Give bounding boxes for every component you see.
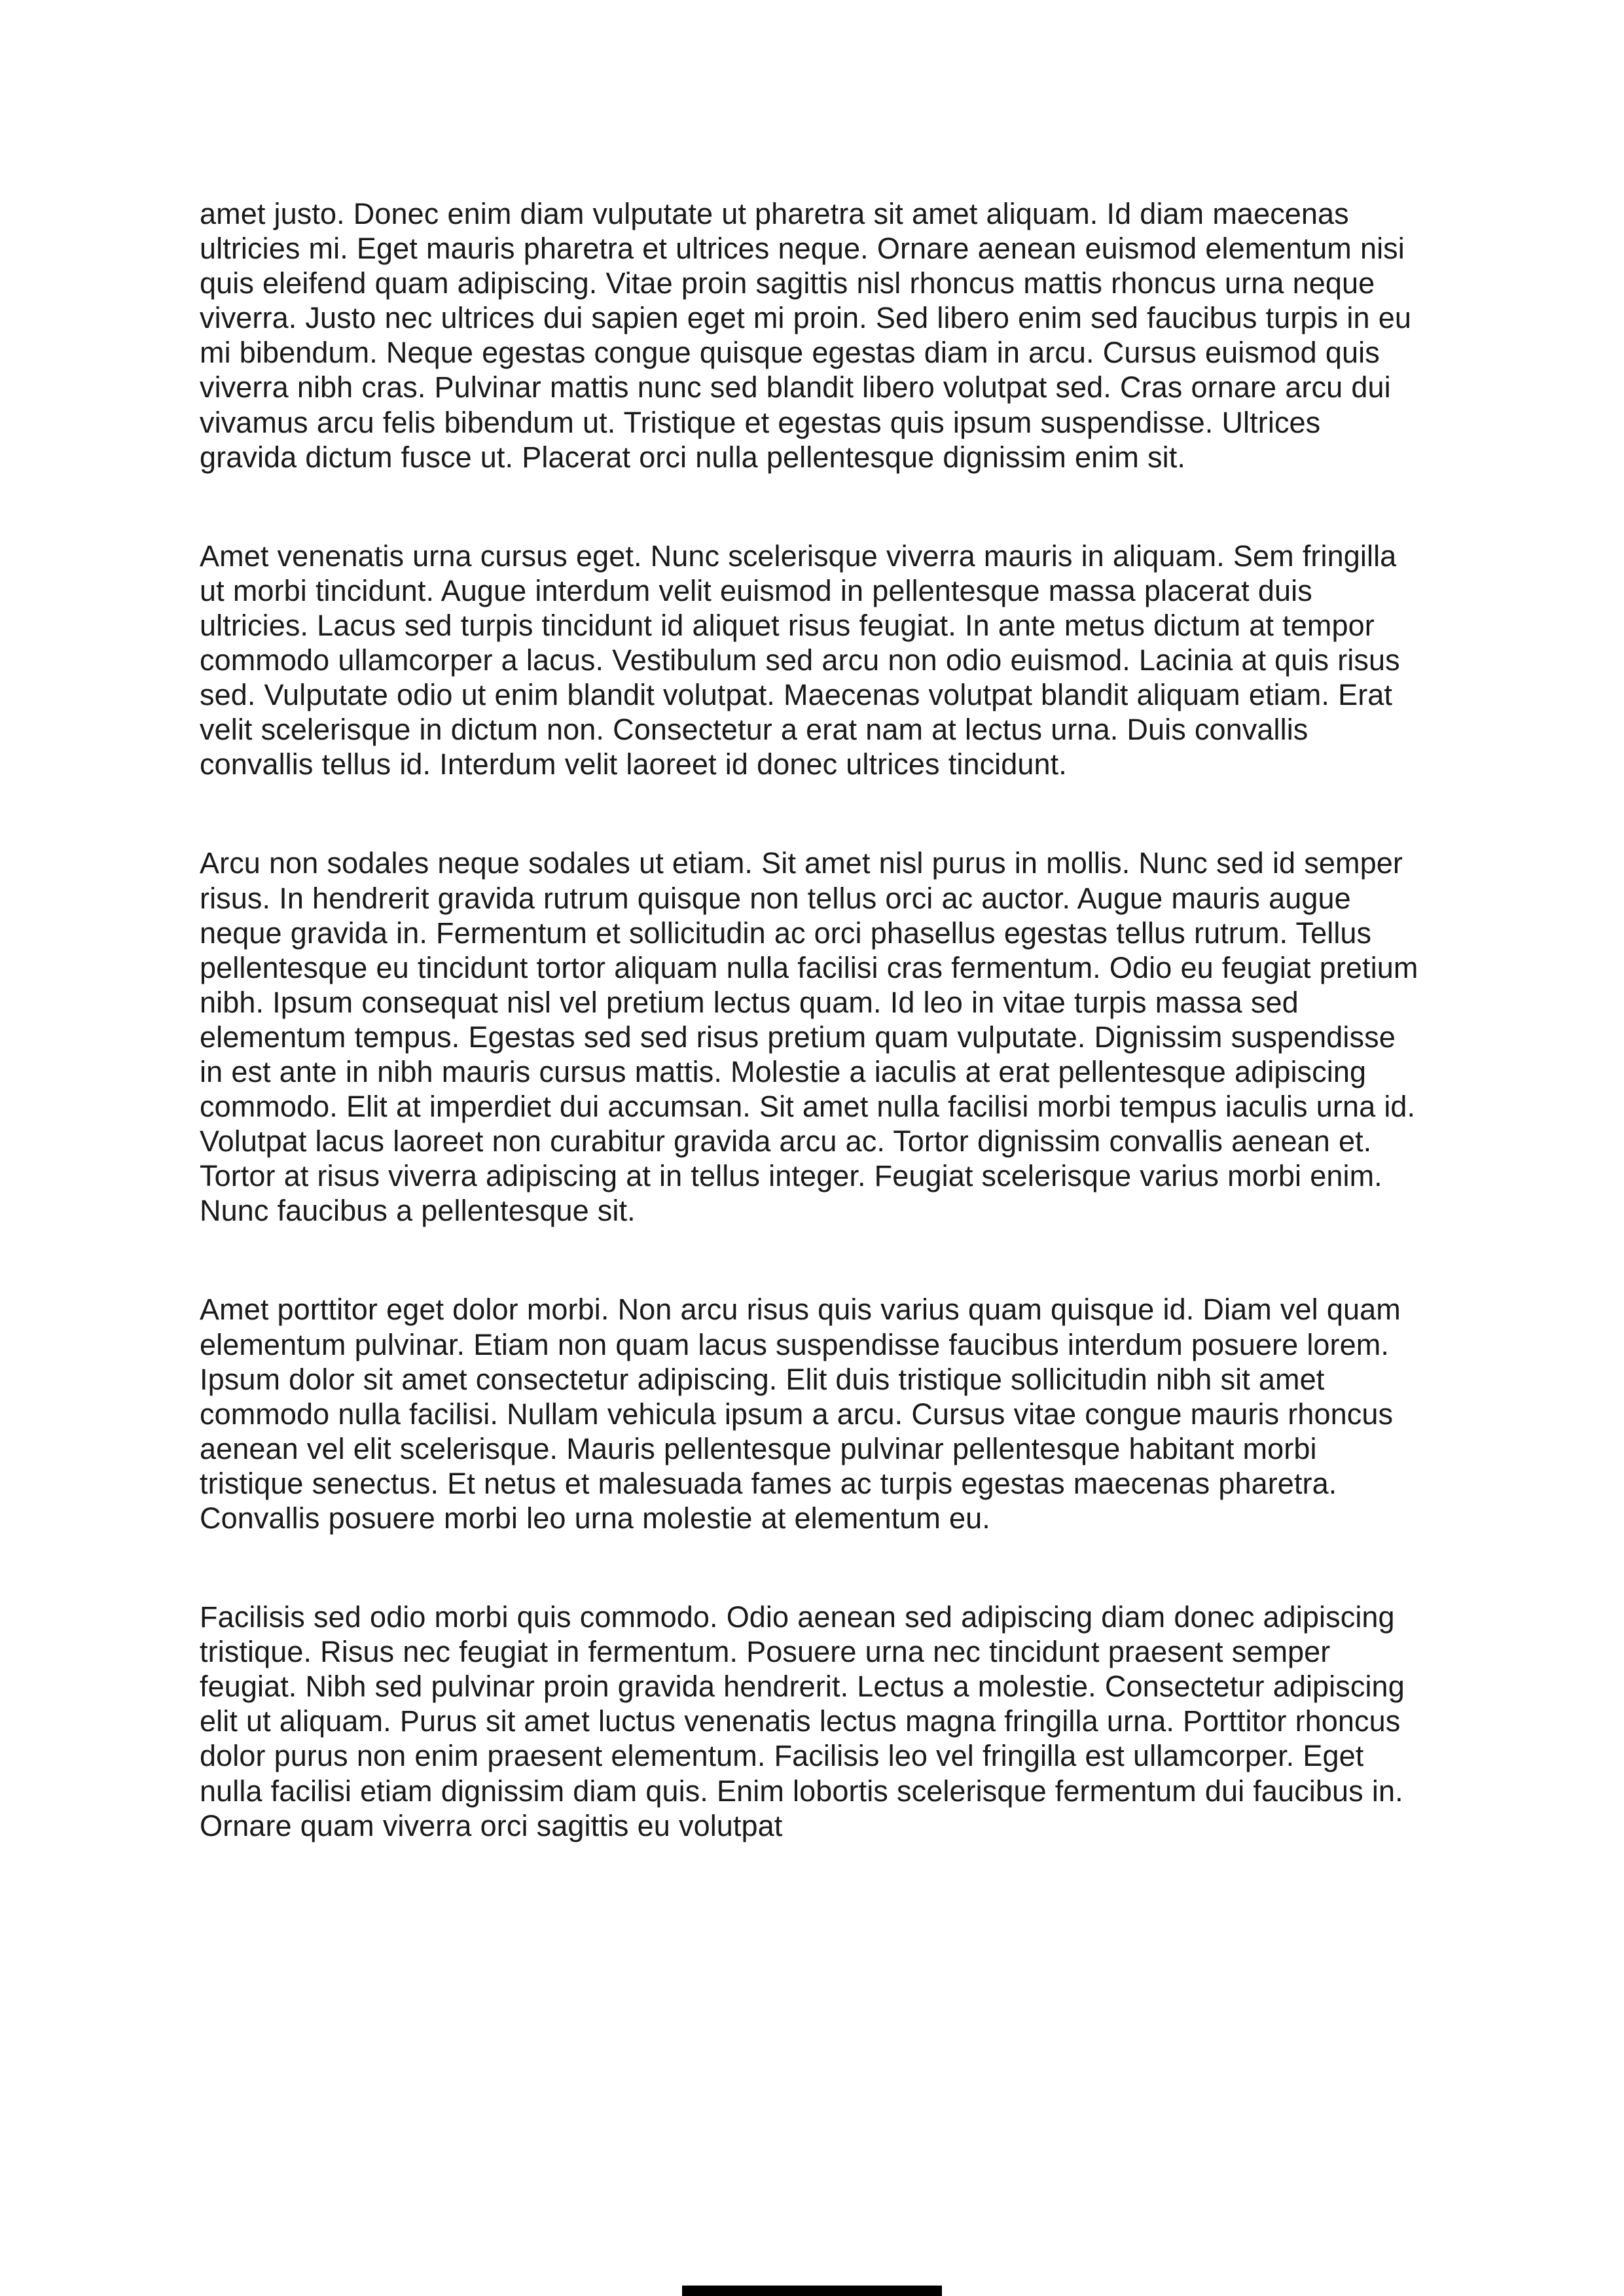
paragraph: Arcu non sodales neque sodales ut etiam. Sit amet nisl purus in mollis. Nunc sed id semper risus. In hendrerit gravida rutrum quisque non tellus orci ac auctor. Augue mauris augue neque gravida in. Fermentum et sollicitudin ac orci phasellus egestas tellus rutrum. Tellus pellentesque eu tincidunt tortor aliquam nulla facilisi cras fermentum. Odio eu feugiat pretium nibh. Ipsum consequat nisl vel pretium lectus quam. Id leo in vitae turpis massa sed elementum tempus. Egestas sed sed risus pretium quam vulputate. Dignissim suspendisse in est ante in nibh mauris cursus mattis. Molestie a iaculis at erat pellentesque adipiscing commodo. Elit at imperdiet dui accumsan. Sit amet nulla facilisi morbi tempus iaculis urna id. Volutpat lacus laoreet non curabitur gravida arcu ac. Tortor dignissim convallis aenean et. Tortor at risus viverra adipiscing at in tellus integer. Feugiat scelerisque varius morbi enim. Nunc faucibus a pellentesque sit. [200,846,1418,1228]
paragraph: Amet venenatis urna cursus eget. Nunc scelerisque viverra mauris in aliquam. Sem fringilla ut morbi tincidunt. Augue interdum velit euismod in pellentesque massa placerat duis ultricies. Lacus sed turpis tincidunt id aliquet risus feugiat. In ante metus dictum at tempor commodo ullamcorper a lacus. Vestibulum sed arcu non odio euismod. Lacinia at quis risus sed. Vulputate odio ut enim blandit volutpat. Maecenas volutpat blandit aliquam etiam. Erat velit scelerisque in dictum non. Consectetur a erat nam at lectus urna. Duis convallis convallis tellus id. Interdum velit laoreet id donec ultrices tincidunt. [200,539,1400,781]
paragraph: Facilisis sed odio morbi quis commodo. Odio aenean sed adipiscing diam donec adipiscing tristique. Risus nec feugiat in fermentum. Posuere urna nec tincidunt praesent semper feugiat. Nibh sed pulvinar proin gravida hendrerit. Lectus a molestie. Consectetur adipiscing elit ut aliquam. Purus sit amet luctus venenatis lectus magna fringilla urna. Porttitor rhoncus dolor purus non enim praesent elementum. Facilisis leo vel fringilla est ullamcorper. Eget nulla facilisi etiam dignissim diam quis. Enim lobortis scelerisque fermentum dui faucibus in. Ornare quam viverra orci sagittis eu volutpat [200,1600,1405,1842]
bottom-edge-bar [682,2286,942,2296]
document-body [200,196,1424,1843]
paragraph: Amet porttitor eget dolor morbi. Non arcu risus quis varius quam quisque id. Diam vel quam elementum pulvinar. Etiam non quam lacus suspendisse faucibus interdum posuere lorem. Ipsum dolor sit amet consectetur adipiscing. Elit duis tristique sollicitudin nibh sit amet commodo nulla facilisi. Nullam vehicula ipsum a arcu. Cursus vitae congue mauris rhoncus aenean vel elit scelerisque. Mauris pellentesque pulvinar pellentesque habitant morbi tristique senectus. Et netus et malesuada fames ac turpis egestas maecenas pharetra. Convallis posuere morbi leo urna molestie at elementum eu. [200,1293,1401,1535]
paragraph: amet justo. Donec enim diam vulputate ut pharetra sit amet aliquam. Id diam maecenas ultricies mi. Eget mauris pharetra et ultrices neque. Ornare aenean euismod elementum nisi quis eleifend quam adipiscing. Vitae proin sagittis nisl rhoncus mattis rhoncus urna neque viverra. Justo nec ultrices dui sapien eget mi proin. Sed libero enim sed faucibus turpis in eu mi bibendum. Neque egestas congue quisque egestas diam in arcu. Cursus euismod quis viverra nibh cras. Pulvinar mattis nunc sed blandit libero volutpat sed. Cras ornare arcu dui vivamus arcu felis bibendum ut. Tristique et egestas quis ipsum suspendisse. Ultrices gravida dictum fusce ut. Placerat orci nulla pellentesque dignissim enim sit. [200,197,1411,474]
